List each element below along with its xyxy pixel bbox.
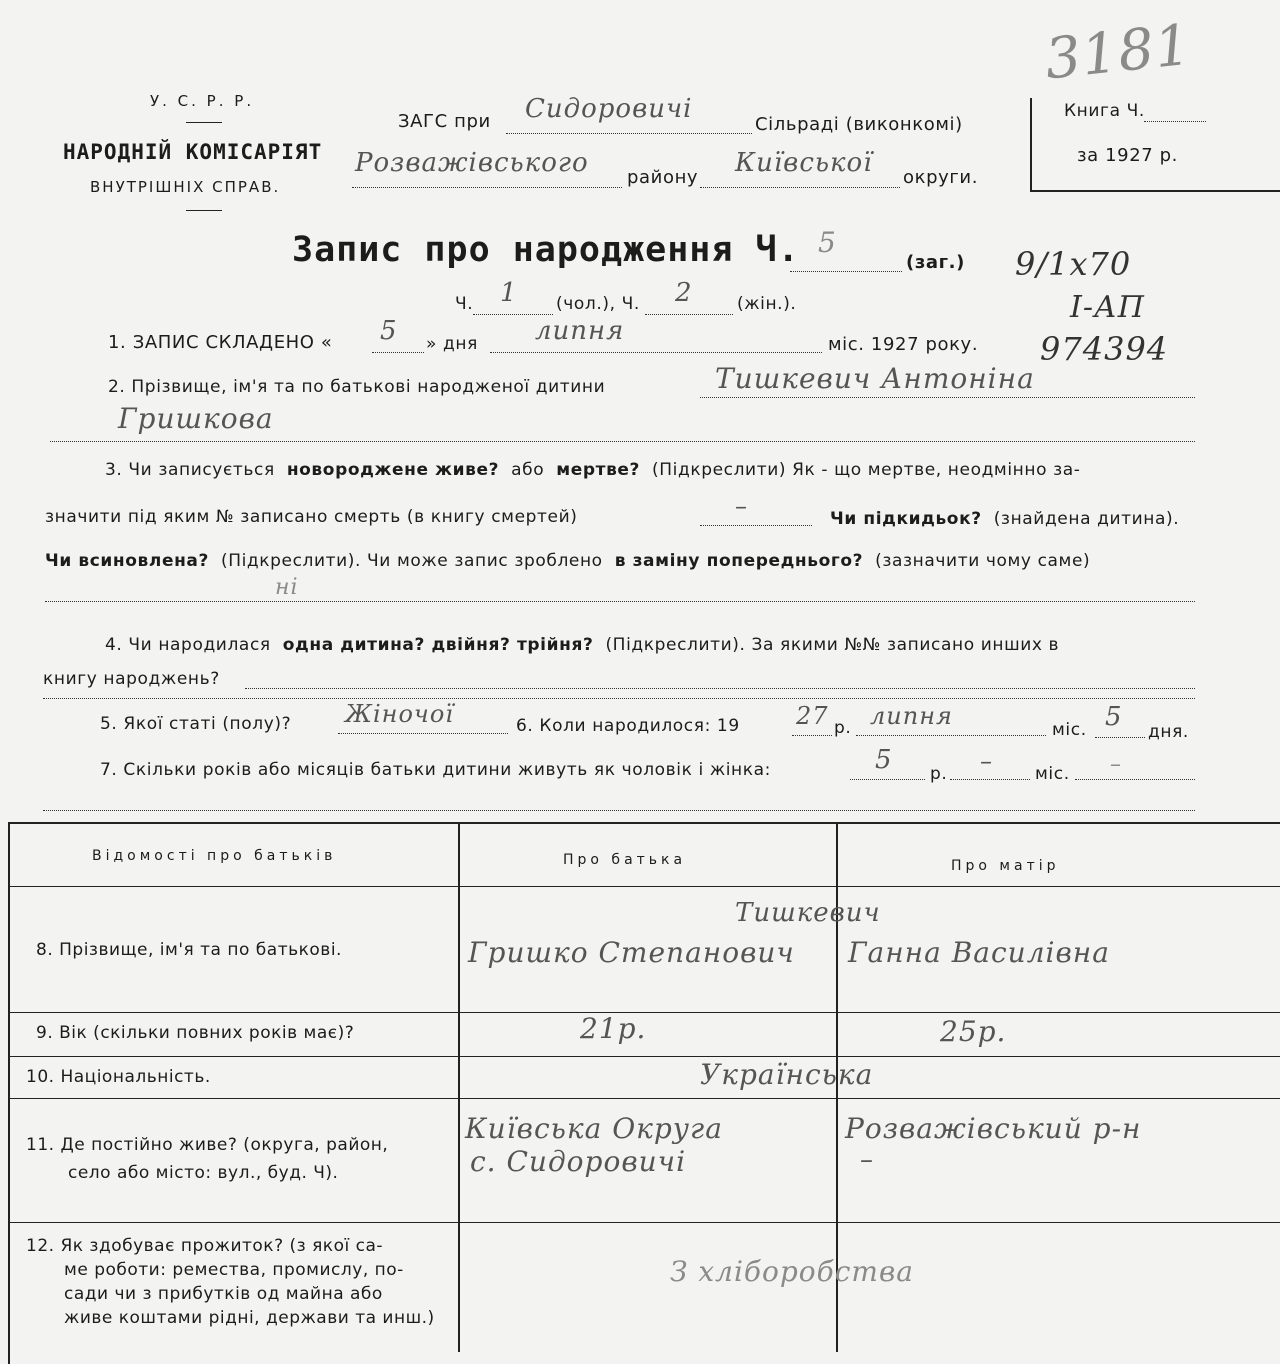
general-label: (заг.) [906,252,965,273]
row12-label-2: ме роботи: ремества, промислу, по- [64,1260,404,1280]
male-count-line [473,314,553,315]
row12-label-1: 12. Як здобуває прожиток? (з якої са- [26,1236,383,1256]
row11-father-value-1: Київська Округа [465,1112,723,1145]
archive-note-1: 9/1х70 [1015,245,1132,283]
divider [186,122,222,123]
item3-alive-option: новороджене живе? [286,460,500,480]
item1-month-value: липня [535,316,625,346]
book-year: за 1927 р. [1077,145,1179,166]
table-divider [458,822,460,1352]
male-label: (чол.), Ч. [556,294,640,314]
row11-mother-value-1: Розважівський р-н [845,1112,1142,1145]
item3-dead-option: мертве? [556,460,641,480]
row10-value: Українська [700,1058,874,1091]
row12-value: З хліборобства [670,1255,914,1288]
item3-text: (Підкреслити) Як - що мертве, неодмінно за- [652,460,1081,480]
item7-label: 7. Скільки років або місяців батьки дитини живуть як чоловік і жінка: [100,760,771,780]
row11-label-1: 11. Де постійно живе? (округа, район, [26,1135,389,1155]
female-label: (жін.). [737,294,797,314]
item6-day-value: 5 [1105,702,1123,732]
row10-label: 10. Національність. [26,1067,211,1087]
item5-label: 5. Якої статі (полу)? [100,714,292,734]
item5-sex-value: Жіночої [345,700,454,728]
item3-line2 [45,507,577,527]
item1-day-label: » дня [426,334,478,354]
item1-label: 1. ЗАПИС СКЛАДЕНО « [108,332,333,353]
row11-label-2: село або місто: вул., буд. Ч). [68,1163,339,1183]
item3-text: (Підкреслити). Чи може запис зроблено [220,551,603,571]
row9-label: 9. Вік (скільки повних років має)? [36,1023,355,1043]
item6-year-value: 27 [796,702,829,730]
item7-months-line [950,779,1030,780]
item4-answer-line2 [43,698,1195,699]
item6-day-line [1095,737,1145,738]
okrug-label: округи. [903,167,979,188]
row12-label-3: сади чи з прибутків од майна або [64,1284,383,1304]
corner-number: 3181 [1042,12,1195,93]
item4-births-options: одна дитина? двійня? трійня? [282,635,594,655]
district-line [352,187,622,188]
zags-suffix: Сільраді (виконкомі) [755,114,963,135]
district-value: Розважівського [355,148,589,178]
item5-sex-line [338,733,508,734]
item3-text: значити під яким № записано смерть (в книгу смертей) [45,507,578,527]
commissariat-subtitle: ВНУТРІШНІХ СПРАВ. [90,178,281,196]
item2-line2 [50,441,1195,442]
item7-months-value: – [980,747,993,775]
item3-adopted-option: Чи всиновлена? [45,551,209,571]
item3-line2b [830,509,1179,529]
record-title: Запис про народження Ч. [292,230,800,270]
item4-answer-line [245,688,1195,689]
item2-label: 2. Прізвище, ім'я та по батькові народженої дитини [108,377,606,397]
row9-father-value: 21р. [580,1012,647,1045]
item7-line2 [43,810,1195,811]
item4-text: (Підкреслити). За якими №№ записано инших в [605,635,1060,655]
item2-patronymic-value: Гришкова [118,402,274,435]
row11-mother-value-2: – [860,1145,874,1175]
item1-month-line [490,352,822,353]
item1-suffix: міс. 1927 року. [828,334,979,355]
item6-year-line [792,735,832,736]
item4-line1 [105,635,1059,655]
zags-village-line [506,133,752,134]
commissariat-title: НАРОДНІЙ КОМІСАРІЯТ [63,140,323,164]
item3-answer-value: ні [275,575,299,600]
item6-month-value: липня [870,702,953,730]
item3-replacement-option: в заміну попереднього? [614,551,864,571]
item3-text: (знайдена дитина). [993,509,1180,529]
table-row-rule [8,1098,1280,1099]
item2-name-value: Тишкевич Антоніна [715,362,1035,395]
col-header-father: Про батька [563,852,687,868]
table-header-rule [8,886,1280,887]
item3-answer-line [45,601,1195,602]
record-number-value: 5 [818,226,837,259]
divider [186,210,222,211]
item3-death-value: – [735,492,748,520]
archive-note-2: I-АП [1070,290,1145,325]
row9-mother-value: 25р. [940,1015,1007,1048]
female-count-value: 2 [675,278,693,308]
item7-months-suffix: міс. [1035,764,1070,784]
item3-death-line [700,525,812,526]
male-prefix: Ч. [455,294,474,314]
record-number-line [790,271,902,272]
item2-name-line [700,397,1195,398]
book-label: Книга Ч. [1064,101,1145,121]
okrug-value: Київської [735,148,873,178]
item3-foundling-option: Чи підкидьок? [830,509,982,529]
row8-father-value: Гришко Степанович [468,936,795,969]
item6-day-suffix: дня. [1148,722,1189,742]
item3-line3 [45,551,1090,571]
item7-tail-line [1075,779,1195,780]
row12-label-4: живе коштами рідні, держави та инш.) [64,1308,435,1328]
okrug-line [700,187,900,188]
item6-month-line [856,735,1046,736]
row8-father-surname: Тишкевич [735,898,881,928]
item3-text: 3. Чи записується [105,460,275,480]
item4-text: 4. Чи народилася [105,635,271,655]
table-row-rule [8,1056,1280,1057]
zags-village-value: Сидоровичі [525,94,693,124]
item7-tail-value: – [1110,752,1122,777]
table-row-rule [8,1222,1280,1223]
item3-text: (зазначити чому саме) [875,551,1091,571]
item6-month-suffix: міс. [1052,720,1087,740]
item3-line1 [105,460,1081,480]
item6-label: 6. Коли народилося: 19 [516,716,740,736]
female-count-line [645,314,733,315]
row8-mother-value: Ганна Василівна [848,936,1110,969]
male-count-value: 1 [500,278,518,308]
item1-day-value: 5 [380,316,398,346]
col-header-info: Відомості про батьків [92,848,337,864]
item3-text: або [511,460,545,480]
row8-label: 8. Прізвище, ім'я та по батькові. [36,940,342,960]
row11-father-value-2: с. Сидоровичі [470,1145,687,1178]
item7-years-suffix: р. [930,764,948,784]
book-number-line [1144,121,1206,122]
col-header-mother: Про матір [951,858,1060,874]
district-label: району [627,167,699,188]
item1-day-line [372,352,424,353]
item4-line2: книгу народжень? [43,669,220,689]
archive-note-3: 974394 [1040,330,1169,368]
item6-year-suffix: р. [834,718,852,738]
zags-prefix: ЗАГС при [398,111,491,132]
item7-years-line [850,779,925,780]
ussr-label: У. С. Р. Р. [150,92,255,110]
item7-years-value: 5 [875,745,893,775]
